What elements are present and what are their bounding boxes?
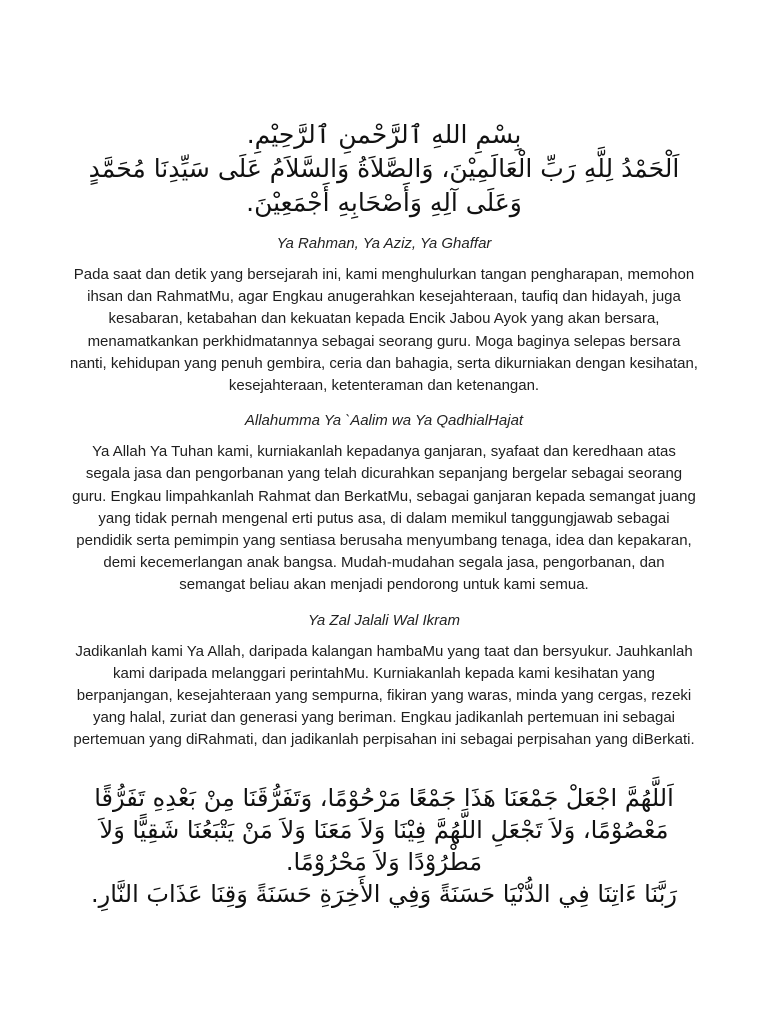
- section-paragraph-1: Pada saat dan detik yang bersejarah ini, kami menghulurkan tangan pengharapan, memohon ihsan dan RahmatMu, agar Engkau anugerahkan kesejahteraan, taufiq dan hidayah, juga kesabaran, ketabahan dan kekuatan kepada Encik Jabou Ayok yang akan bersara, menamatkankan perkhidmatannya sebagai seorang guru. Moga baginya selepas bersara nanti, kehidupan yang penuh gembira, ceria dan bahagia, serta dikurniakan dengan kesihatan, kesejahteraan, ketenteraman dan ketenangan.: [70, 266, 698, 395]
- arabic-closing-prayer: [78, 782, 690, 910]
- closing-dua: اَللَّهُمَّ اجْعَلْ جَمْعَنَا هَذَا جَمْعًا مَرْحُوْمًا، وَتَفَرُّقَنَا مِنْ بَعْدِهِ تَفَرُّقًا مَعْصُوْمًا، وَلاَ تَجْعَلِ اللَّهُمَّ فِيْنَا وَلاَ مَعَنَا وَلاَ مَنْ يَتْبَعُنَا شَقِيًّا وَلاَ مَطْرُوْدًا وَلاَ مَحْرُوْمًا.: [94, 783, 674, 876]
- section-heading-1: Ya Rahman, Ya Aziz, Ya Ghaffar: [276, 235, 492, 252]
- section-paragraph-3: Jadikanlah kami Ya Allah, daripada kalangan hambaMu yang taat dan bersyukur. Jauhkanlah kami daripada melanggari perintahMu. Kurniakanlah kepada kami kesihatan yang berpanjangan, kesejahteraan yang sempurna, fikiran yang waras, minda yang cergas, rezeki yang halal, zuriat dan generasi yang beriman. Engkau jadikanlah pertemuan ini sebagai pertemuan yang diRahmati, dan jadikanlah perpisahan ini sebagai perpisahan yang diBerkati.: [73, 642, 695, 749]
- arabic-opening-prayer: [88, 118, 680, 220]
- hamdalah-salawat: اَلْحَمْدُ لِلَّهِ رَبِّ الْعَالَمِيْنَ، وَالصَّلاَةُ وَالسَّلاَمُ عَلَى سَيِّدِنَا مُحَمَّدٍ وَعَلَى آلِهِ وَأَصْحَابِهِ أَجْمَعِيْنَ.: [88, 154, 680, 217]
- rabbana-dua: رَبَّنَا ءَاتِنَا فِي الدُّنْيَا حَسَنَةً وَفِي الأَخِرَةِ حَسَنَةً وَقِنَا عَذَابَ النَّارِ.: [91, 879, 677, 908]
- section-heading-3: Ya Zal Jalali Wal Ikram: [308, 611, 460, 629]
- basmalah: بِسْمِ اللهِ ٱلرَّحْمنِ ٱلرَّحِيْمِ.: [246, 120, 522, 149]
- section-heading-2: Allahumma Ya `Aalim wa Ya QadhialHajat: [244, 412, 524, 430]
- section-paragraph-2: Ya Allah Ya Tuhan kami, kurniakanlah kepadanya ganjaran, syafaat dan keredhaan atas segala jasa dan pengorbanan yang telah dicurahkan sepanjang bergelar sebagai seorang guru. Engkau limpahkanlah Rahmat dan BerkatMu, sebagai ganjaran kepada semangat juang yang tidak pernah mengenal erti putus asa, di dalam memikul tanggungjawab sebagai pendidik serta pemimpin yang sentiasa berusaha menyumbang tenaga, idea dan kepakaran, demi kecemerlangan anak bangsa. Mudah-mudahan segala jasa, pengorbanan, dan semangat beliau akan menjadi pendorong untuk kami semua.: [72, 443, 696, 594]
